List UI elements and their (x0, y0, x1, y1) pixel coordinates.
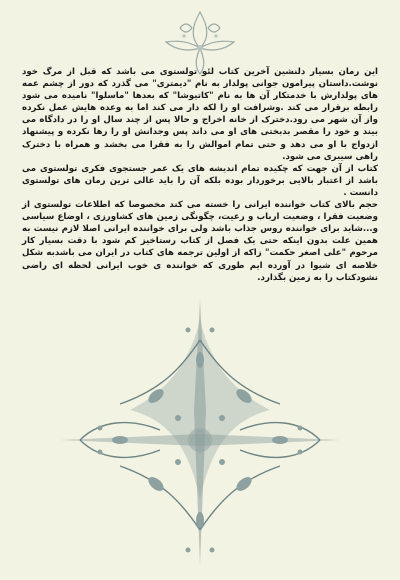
paragraph-2: کتاب از آن جهت که چکیده تمام اندیشه های یک عمر جستجوی فکری تولستوی می باشد از اعتبار بالایی برخوردار بوده بلکه آن را باید عالی ترین رمان های تولستوی دانست . (22, 163, 378, 198)
paragraph-1: این رمان بسیار دلنشین آخرین کتاب لئو تولستوی می باشد که قبل از مرگ خود نوشت.داستان پیرامون جوانی پولدار به نام "دیمتری" می گذرد که دور از چشم عمه های پولدارش با خدمتکار آن ها به نام "کاتیوشا" که بعدها "ماسلوا" نامیده می شود رابطه برقرار می کند .وشرافت او را لکه دار می کند اما به وعده هایش عمل نکرده واز آن شهر می رود.دخترک از خانه اخراج و حالا پس از چند سال او را در دادگاه می بیند و خود را مقصر بدبختی های او می داند پس وجدانش او را رها نکرده و پیشنهاد ازدواج با او می دهد و حتی تمام اموالش را به فقرا می بخشد و همراه با دخترک راهی سیبری می شود. (22, 67, 378, 162)
paragraph-3: حجم بالای کتاب خواننده ایرانی را خسته می کند مخصوصا که اطلاعات تولستوی از وضعیت فقرا ، وضعیت ارباب و رعیت، چگونگی زمین های کشاورزی ، اوضاع سیاسی و...شاید برای خواننده روس جذاب باشد ولی برای خواننده ایرانی اصلا لازم نیست به همین علت بدون اینکه حتی یک فصل از کتاب رستاخیز کم شود با دقت بسیار کار مرحوم "علی اصغر حکمت" زاکه از اولین ترجمه های کتاب در ایران می باشدبه شکل خلاصه ای شیوا در آورده ایم طوری که خواننده ی خوب ایرانی لحظه ای راضی نشودکتاب را به زمین بگذارد. (22, 200, 378, 283)
floral-ornament-main-icon (60, 300, 340, 570)
body-text (22, 66, 378, 284)
